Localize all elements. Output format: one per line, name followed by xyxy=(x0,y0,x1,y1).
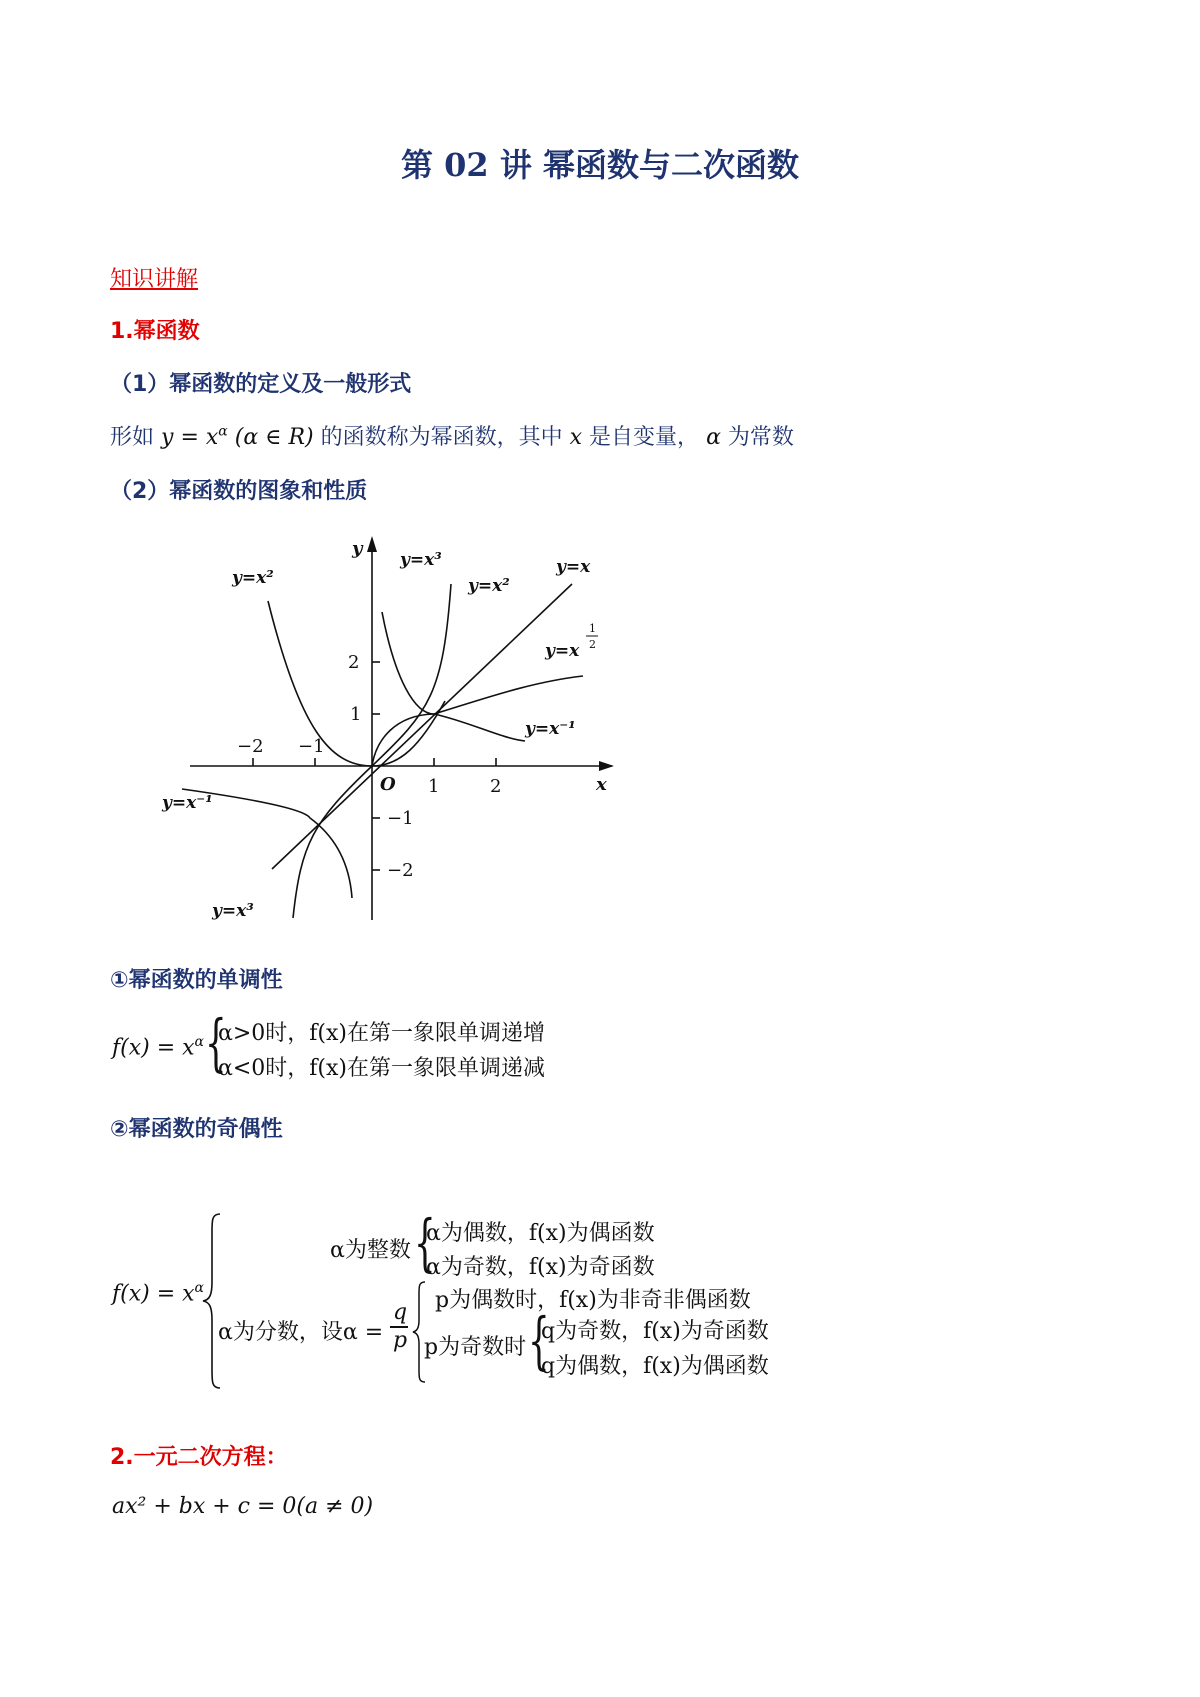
y-tick-neg2: −2 xyxy=(387,860,414,881)
y-axis-arrow xyxy=(367,536,377,552)
parity-p-odd-brace: { xyxy=(528,1304,550,1377)
parity-frac-p: p xyxy=(393,1328,408,1353)
mono-lhs-sup: α xyxy=(194,1034,205,1050)
def-cond: (α ∈ R) xyxy=(234,425,314,450)
y-tick-2: 2 xyxy=(348,652,360,673)
mono-case-2: α<0时，f(x)在第一象限单调递减 xyxy=(218,1056,546,1081)
subheading-graph: （2）幂函数的图象和性质 xyxy=(110,479,368,504)
label-xhalf: y=x xyxy=(545,641,580,661)
heading-quadratic: 2.一元二次方程： xyxy=(110,1445,288,1470)
def-mid2: 是自变量， xyxy=(589,425,700,450)
y-tick-1: 1 xyxy=(350,704,362,725)
parity-lhs-sup: α xyxy=(194,1280,205,1296)
def-post: 为常数 xyxy=(727,425,794,450)
label-xinv-left: y=x⁻¹ xyxy=(162,793,213,813)
section-label: 知识讲解 xyxy=(110,267,199,292)
label-x3-bottom: y=x³ xyxy=(212,901,254,921)
def-formula: y = x xyxy=(161,425,219,450)
def-alpha2: α xyxy=(706,425,721,450)
parity-int-brace: { xyxy=(414,1206,436,1279)
x-axis-label: x xyxy=(596,774,607,795)
x-tick-neg1: −1 xyxy=(298,736,325,757)
x-axis-arrow xyxy=(599,761,614,771)
label-x2-left: y=x² xyxy=(232,568,274,588)
parity-int-label: α为整数 xyxy=(330,1238,411,1263)
label-xinv-right: y=x⁻¹ xyxy=(525,719,576,739)
curve-x-squared xyxy=(268,601,445,766)
mono-lhs xyxy=(112,1034,204,1060)
page-title: 第 02 讲 幂函数与二次函数 xyxy=(401,146,799,184)
def-pre: 形如 xyxy=(110,425,155,450)
parity-q-odd: q为奇数，f(x)为奇函数 xyxy=(541,1319,769,1344)
mono-lhs-text: f(x) = x xyxy=(112,1035,195,1061)
parity-outer-brace xyxy=(200,1212,224,1390)
parity-frac-q: q xyxy=(393,1300,408,1325)
x-tick-neg2: −2 xyxy=(237,736,264,757)
heading-monotonicity: ①幂函数的单调性 xyxy=(110,968,283,993)
subheading-definition: （1）幂函数的定义及一般形式 xyxy=(110,372,412,397)
def-x: x xyxy=(569,425,583,450)
parity-int-odd: α为奇数，f(x)为奇函数 xyxy=(426,1255,655,1280)
heading-parity: ②幂函数的奇偶性 xyxy=(110,1117,283,1142)
half-num: 1 xyxy=(589,622,596,635)
parity-q-even: q为偶数，f(x)为偶函数 xyxy=(541,1354,769,1379)
origin-label: O xyxy=(380,774,396,795)
heading-power-function: 1.幂函数 xyxy=(110,319,200,344)
mono-case-1: α>0时，f(x)在第一象限单调递增 xyxy=(218,1021,546,1046)
label-x: y=x xyxy=(556,557,591,577)
definition-line xyxy=(110,420,794,451)
power-function-graph xyxy=(140,520,640,930)
parity-p-odd-label: p为奇数时 xyxy=(424,1335,527,1360)
parity-p-even: p为偶数时，f(x)为非奇非偶函数 xyxy=(435,1288,751,1313)
mono-brace: { xyxy=(205,1006,227,1079)
def-mid: 的函数称为幂函数，其中 xyxy=(320,425,563,450)
x-tick-2: 2 xyxy=(490,776,502,797)
y-axis-label: y xyxy=(352,538,363,559)
parity-lhs-text: f(x) = x xyxy=(112,1281,195,1307)
label-x2-right: y=x² xyxy=(468,576,510,596)
parity-int-even: α为偶数，f(x)为偶函数 xyxy=(426,1221,655,1246)
parity-frac-label: α为分数，设α = xyxy=(218,1320,384,1345)
label-x3-top: y=x³ xyxy=(400,550,442,570)
parity-lhs xyxy=(112,1280,204,1306)
quadratic-formula: ax² + bx + c = 0(a ≠ 0) xyxy=(112,1494,374,1519)
half-den: 2 xyxy=(589,638,596,651)
y-tick-neg1: −1 xyxy=(387,808,414,829)
x-tick-1: 1 xyxy=(428,776,440,797)
def-alpha: α xyxy=(218,423,228,440)
